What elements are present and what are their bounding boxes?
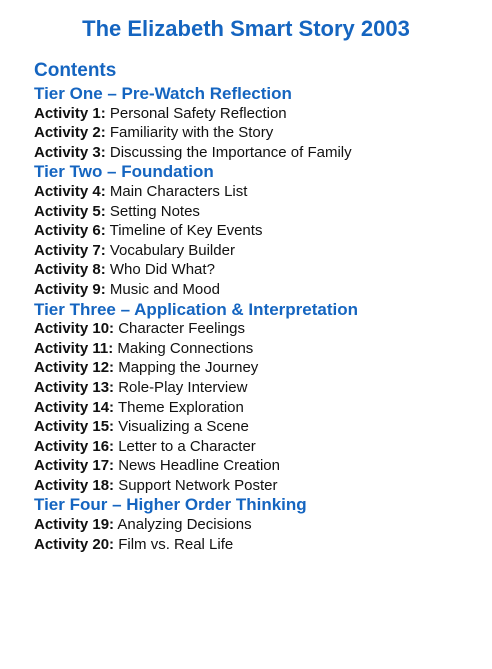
- table-of-contents: [34, 84, 484, 554]
- list-item: [34, 456, 484, 476]
- list-item: [34, 417, 484, 437]
- activity-title: Visualizing a Scene: [114, 418, 249, 436]
- activity-label: Activity 5:: [34, 202, 106, 220]
- activity-label: Activity 3:: [34, 143, 106, 161]
- list-item: [34, 378, 484, 398]
- activity-label: Activity 1:: [34, 104, 106, 122]
- list-item: [34, 476, 484, 496]
- activity-title: Making Connections: [113, 339, 254, 357]
- list-item: [34, 339, 484, 359]
- activity-label: Activity 11:: [34, 339, 114, 357]
- document-title: The Elizabeth Smart Story 2003: [82, 16, 410, 41]
- list-item: [34, 535, 484, 555]
- activity-title: Role-Play Interview: [114, 378, 248, 396]
- activity-label: Activity 19:: [34, 516, 115, 534]
- activity-label: Activity 4:: [34, 182, 106, 200]
- activity-label: Activity 18:: [34, 476, 115, 494]
- activity-label: Activity 14:: [34, 398, 115, 416]
- activity-label: Activity 10:: [34, 320, 115, 338]
- tier-heading-one: Tier One – Pre-Watch Reflection: [34, 84, 292, 103]
- activity-title: Support Network Poster: [114, 476, 278, 494]
- activity-label: Activity 2:: [34, 124, 106, 142]
- activity-label: Activity 13:: [34, 378, 115, 396]
- activity-label: Activity 16:: [34, 437, 115, 455]
- list-item: [34, 260, 484, 280]
- activity-title: Film vs. Real Life: [114, 535, 234, 553]
- list-item: [34, 123, 484, 143]
- list-item: [34, 241, 484, 261]
- tier-heading-three: Tier Three – Application & Interpretation: [34, 299, 358, 319]
- list-item: [34, 221, 484, 241]
- activity-title: Discussing the Importance of Family: [105, 143, 352, 161]
- activity-title: Familiarity with the Story: [105, 124, 274, 142]
- activity-label: Activity 6:: [34, 222, 106, 240]
- activity-title: Vocabulary Builder: [105, 241, 235, 259]
- activity-title: Main Characters List: [105, 182, 248, 200]
- activity-title: Timeline of Key Events: [105, 222, 263, 240]
- activity-title: Mapping the Journey: [114, 359, 259, 377]
- activity-title: Setting Notes: [105, 202, 200, 220]
- activity-label: Activity 12:: [34, 359, 115, 377]
- activity-label: Activity 9:: [34, 280, 106, 298]
- activity-title: Theme Exploration: [114, 398, 244, 416]
- list-item: [34, 104, 484, 124]
- activity-label: Activity 17:: [34, 457, 115, 475]
- list-item: [34, 515, 484, 535]
- activity-title: Music and Mood: [105, 280, 220, 298]
- list-item: [34, 398, 484, 418]
- activity-label: Activity 7:: [34, 241, 106, 259]
- tier-heading-four: Tier Four – Higher Order Thinking: [34, 495, 307, 515]
- activity-label: Activity 15:: [34, 418, 115, 436]
- activity-title: Character Feelings: [114, 320, 245, 338]
- list-item: [34, 358, 484, 378]
- activity-title: Who Did What?: [105, 261, 215, 279]
- list-item: [34, 143, 484, 163]
- tier-heading-two: Tier Two – Foundation: [34, 162, 214, 182]
- list-item: [34, 182, 484, 202]
- list-item: [34, 280, 484, 300]
- activity-title: Personal Safety Reflection: [105, 104, 287, 122]
- list-item: [34, 202, 484, 222]
- list-item: [34, 437, 484, 457]
- activity-title: Letter to a Character: [114, 437, 256, 455]
- list-item: [34, 319, 484, 339]
- contents-heading: Contents: [34, 60, 117, 81]
- activity-title: News Headline Creation: [114, 457, 280, 475]
- activity-label: Activity 8:: [34, 261, 106, 279]
- activity-title: Analyzing Decisions: [114, 516, 252, 534]
- activity-label: Activity 20:: [34, 535, 115, 553]
